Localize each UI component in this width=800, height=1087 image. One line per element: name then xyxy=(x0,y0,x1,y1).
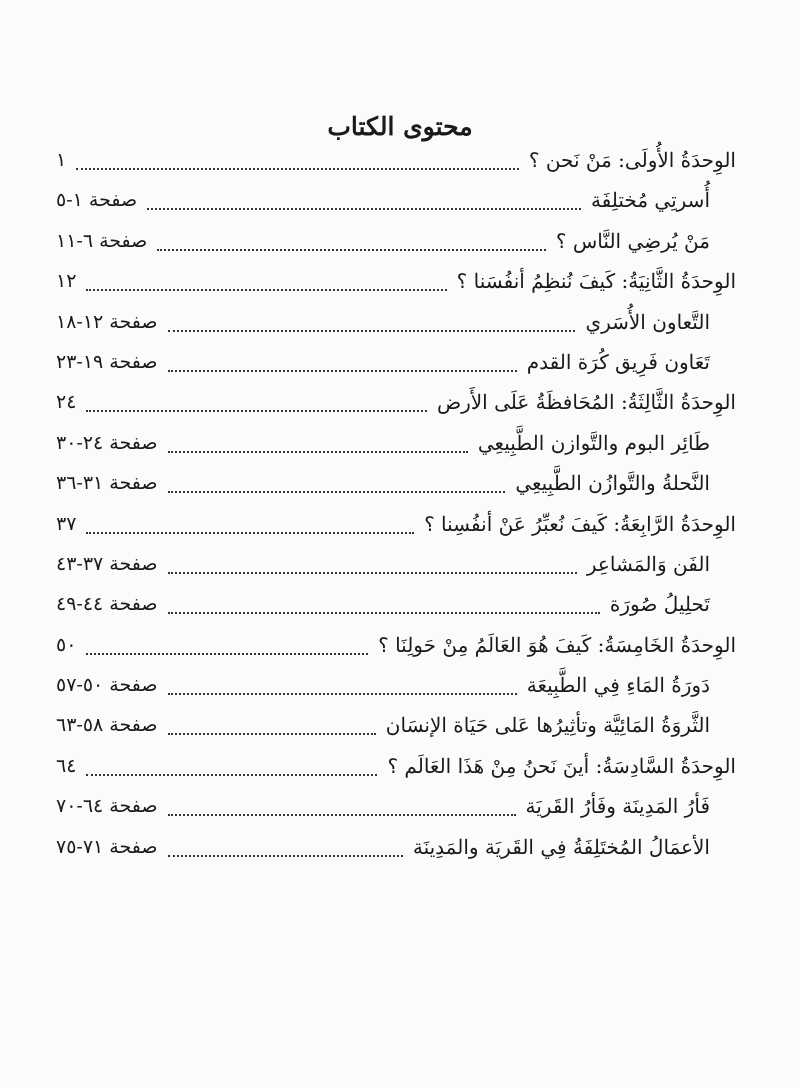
toc-entry-page: صفحة ٥٠-٥٧ xyxy=(56,674,158,697)
toc-entry-page: صفحة ٦-١١ xyxy=(56,229,148,252)
toc-unit-4 xyxy=(56,506,736,546)
toc-lesson-4 xyxy=(56,344,736,384)
toc-entry-label: الوِحدَةُ الخَامِسَةُ: كَيفَ هُوَ العَالَمُ مِنْ حَولِنَا ؟ xyxy=(378,632,736,657)
dot-leader xyxy=(168,314,575,332)
toc-entry-page: صفحة ٧١-٧٥ xyxy=(56,835,158,858)
page-title: محتوى الكتاب xyxy=(327,112,473,141)
dot-leader xyxy=(86,273,447,291)
toc-lesson-8 xyxy=(56,586,736,626)
toc-unit-6 xyxy=(56,748,736,788)
toc-entry-page: صفحة ٦٤-٧٠ xyxy=(56,795,158,818)
toc-entry-label: الثَّروَةُ المَائِيَّة وتأثِيرُها عَلى حَيَاة الإنسَان xyxy=(385,713,710,738)
toc-unit-1 xyxy=(56,142,736,182)
dot-leader xyxy=(86,637,368,655)
toc-lesson-9 xyxy=(56,667,736,707)
toc-entry-label: تَعَاون فَرِيق كُرَة القدم xyxy=(526,349,710,374)
toc-lesson-10 xyxy=(56,707,736,747)
toc-entry-label: الفَن وَالمَشاعِر xyxy=(586,551,710,576)
toc-entry-page: ٥٠ xyxy=(56,633,77,656)
toc-entry-page: صفحة ٤٤-٤٩ xyxy=(56,593,158,616)
dot-leader xyxy=(86,394,427,412)
toc-lesson-12 xyxy=(56,829,736,869)
toc-entry-label: الوِحدَةُ الثَّالِثَةُ: المُحَافظَةُ عَلَى الأَرض xyxy=(436,390,736,415)
toc-entry-label: النَّحلةُ والتَّوازُن الطَّبِيعِي xyxy=(515,471,710,496)
toc-entry-label: الوِحدَةُ الرَّابِعَةُ: كَيفَ نُعبِّرُ عَنْ أنفُسِنا ؟ xyxy=(424,511,736,536)
toc-entry-page: ٦٤ xyxy=(56,754,77,777)
toc-entry-label: تَحلِيلُ صُورَة xyxy=(609,592,710,617)
toc-lesson-1 xyxy=(56,182,736,222)
toc-entry-label: طَائِر البوم والتَّوازن الطَّبِيعِي xyxy=(477,430,710,455)
toc-lesson-11 xyxy=(56,788,736,828)
toc-entry-page: ١٢ xyxy=(56,270,77,293)
toc-entry-page: ٣٧ xyxy=(56,512,77,535)
toc-entry-page: ٢٤ xyxy=(56,391,77,414)
toc-entry-label: الوِحدَةُ السَّادِسَةُ: أينَ نَحنُ مِنْ هَذَا العَالَم ؟ xyxy=(387,753,736,778)
toc-entry-label: دَورَةُ المَاءِ فِي الطَّبِيعَة xyxy=(526,673,710,698)
dot-leader xyxy=(168,475,505,493)
dot-leader xyxy=(168,717,376,735)
dot-leader xyxy=(147,192,581,210)
toc-entry-label: مَنْ يُرضِي النَّاس ؟ xyxy=(555,228,710,253)
dot-leader xyxy=(168,596,600,614)
toc-entry-page: صفحة ٣٧-٤٣ xyxy=(56,552,158,575)
table-of-contents xyxy=(56,142,736,869)
toc-entry-page: صفحة ١-٥ xyxy=(56,189,138,212)
toc-unit-5 xyxy=(56,627,736,667)
dot-leader xyxy=(168,354,517,372)
toc-entry-page: صفحة ٢٤-٣٠ xyxy=(56,431,158,454)
toc-lesson-3 xyxy=(56,304,736,344)
toc-entry-label: الوِحدَةُ الثَّانِيَةُ: كَيفَ نُنظِمُ أنفُسَنا ؟ xyxy=(456,269,736,294)
dot-leader xyxy=(168,677,517,695)
toc-entry-label: الوِحدَةُ الأُولَى: مَنْ نَحن ؟ xyxy=(528,148,736,172)
toc-lesson-6 xyxy=(56,465,736,505)
toc-entry-page: ١ xyxy=(56,149,67,171)
toc-unit-2 xyxy=(56,263,736,303)
toc-entry-page: صفحة ١٩-٢٣ xyxy=(56,350,158,373)
toc-entry-page: صفحة ١٢-١٨ xyxy=(56,310,158,333)
toc-lesson-2 xyxy=(56,223,736,263)
toc-entry-label: الأعمَالُ المُختَلِفَةُ فِي القَريَة والمَدِينَة xyxy=(412,834,710,859)
dot-leader xyxy=(168,798,516,816)
dot-leader xyxy=(157,233,546,251)
dot-leader xyxy=(86,516,414,534)
toc-lesson-7 xyxy=(56,546,736,586)
toc-entry-label: أُسرتِي مُختلِفَة xyxy=(590,188,710,213)
dot-leader xyxy=(76,152,519,170)
toc-entry-page: صفحة ٥٨-٦٣ xyxy=(56,714,158,737)
toc-entry-label: فَأرُ المَدِينَة وفَأرُ القَريَة xyxy=(525,794,710,819)
toc-unit-3 xyxy=(56,384,736,424)
toc-entry-page: صفحة ٣١-٣٦ xyxy=(56,472,158,495)
dot-leader xyxy=(168,556,577,574)
dot-leader xyxy=(168,435,468,453)
toc-entry-label: التَّعاون الأُسَري xyxy=(585,309,710,334)
dot-leader xyxy=(86,758,377,776)
dot-leader xyxy=(168,839,403,857)
toc-lesson-5 xyxy=(56,425,736,465)
